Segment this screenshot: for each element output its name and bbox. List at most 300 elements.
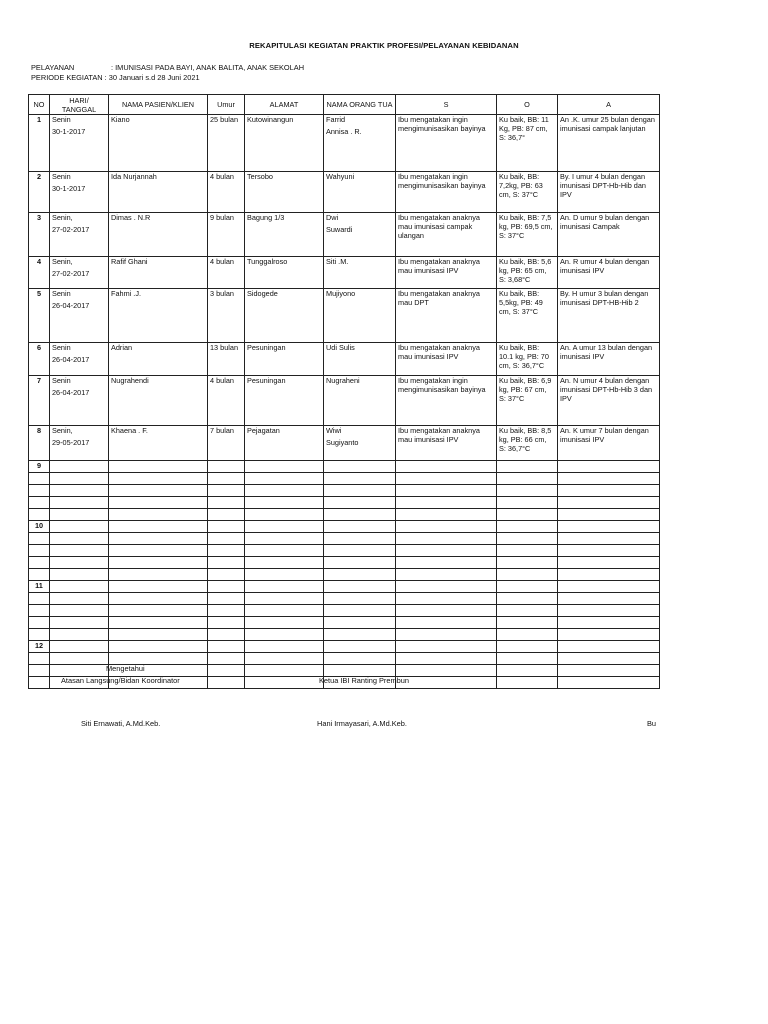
cell-age <box>208 569 245 581</box>
cell-date <box>50 557 109 569</box>
table-row <box>29 426 660 461</box>
cell-patient-name <box>109 497 208 509</box>
cell-age <box>208 557 245 569</box>
cell-no: 7 <box>29 376 50 426</box>
header-date: HARI/ TANGGAL <box>50 95 109 115</box>
cell-parent-name <box>324 629 396 641</box>
cell-parent-name <box>324 653 396 665</box>
cell-date <box>50 521 109 533</box>
cell-no <box>29 509 50 521</box>
cell-objective: Ku baik, BB: 7,5 kg, PB: 69,5 cm, S: 37°C <box>497 213 558 257</box>
header-no: NO <box>29 95 50 115</box>
cell-address <box>245 605 324 617</box>
cell-assessment: An. R umur 4 bulan dengan imunisasi IPV <box>558 257 660 289</box>
cell-parent-name <box>324 172 396 213</box>
cell-patient-name: Kiano <box>109 115 208 172</box>
cell-parent-name <box>324 593 396 605</box>
cell-parent-name <box>324 569 396 581</box>
cell-assessment: An. N umur 4 bulan dengan imunisasi DPT-Hb-Hib 3 dan IPV <box>558 376 660 426</box>
empty-row <box>29 545 660 557</box>
cell-subjective <box>396 557 497 569</box>
cell-age <box>208 593 245 605</box>
cell-subjective <box>396 545 497 557</box>
cell-address <box>245 581 324 593</box>
empty-row <box>29 605 660 617</box>
cell-assessment <box>558 497 660 509</box>
cell-patient-name <box>109 509 208 521</box>
header-address: ALAMAT <box>245 95 324 115</box>
cell-no <box>29 629 50 641</box>
cell-parent-name <box>324 473 396 485</box>
cell-address <box>245 509 324 521</box>
cell-subjective: Ibu mengatakan ingin mengimunisasikan bayinya <box>396 115 497 172</box>
cell-date <box>50 629 109 641</box>
cell-address <box>245 653 324 665</box>
cell-assessment <box>558 485 660 497</box>
date-text: 30-1-2017 <box>52 127 86 136</box>
cell-assessment <box>558 629 660 641</box>
cell-assessment <box>558 569 660 581</box>
cell-parent-name <box>324 605 396 617</box>
ibi-chair-label: Ketua IBI Ranting Prembun <box>319 676 409 685</box>
cell-subjective <box>396 605 497 617</box>
cell-address <box>245 617 324 629</box>
cell-date <box>50 426 109 461</box>
cell-age <box>208 509 245 521</box>
date-text: 27-02-2017 <box>52 269 90 278</box>
parent-name-1: Wahyuni <box>326 172 355 181</box>
cell-no: 9 <box>29 461 50 473</box>
day-text: Senin, <box>52 426 73 435</box>
cell-address <box>245 677 324 689</box>
cell-objective: Ku baik, BB: 8,5 kg, PB: 66 cm, S: 36,7°C <box>497 426 558 461</box>
cell-objective <box>497 629 558 641</box>
cell-parent-name <box>324 581 396 593</box>
cell-age <box>208 665 245 677</box>
date-text: 30-1-2017 <box>52 184 86 193</box>
cell-address: Pejagatan <box>245 426 324 461</box>
cell-assessment <box>558 545 660 557</box>
cell-date <box>50 617 109 629</box>
header-subjective: S <box>396 95 497 115</box>
cell-subjective <box>396 593 497 605</box>
cell-objective <box>497 677 558 689</box>
cell-no <box>29 617 50 629</box>
cell-age <box>208 461 245 473</box>
empty-row <box>29 641 660 653</box>
cell-no <box>29 485 50 497</box>
cell-address <box>245 545 324 557</box>
day-text: Senin <box>52 115 71 124</box>
cell-date <box>50 569 109 581</box>
empty-row <box>29 653 660 665</box>
cell-age <box>208 497 245 509</box>
cell-parent-name <box>324 257 396 289</box>
cell-objective <box>497 521 558 533</box>
cell-age: 9 bulan <box>208 213 245 257</box>
cell-date <box>50 485 109 497</box>
day-text: Senin <box>52 172 71 181</box>
cell-parent-name <box>324 343 396 376</box>
cell-objective <box>497 545 558 557</box>
parent-name-2: Annisa . R. <box>326 127 362 136</box>
cell-subjective <box>396 569 497 581</box>
cell-address <box>245 629 324 641</box>
parent-name-1: Wiwi <box>326 426 342 435</box>
cell-subjective: Ibu mengatakan anaknya mau imunisasi IPV <box>396 343 497 376</box>
cell-assessment <box>558 509 660 521</box>
header-objective: O <box>497 95 558 115</box>
cell-address: Pesuningan <box>245 343 324 376</box>
cell-assessment <box>558 605 660 617</box>
empty-row <box>29 497 660 509</box>
cell-assessment <box>558 677 660 689</box>
cell-patient-name: Dimas . N.R <box>109 213 208 257</box>
cell-assessment: An. D umur 9 bulan dengan imunisasi Campak <box>558 213 660 257</box>
empty-row <box>29 629 660 641</box>
cell-assessment <box>558 557 660 569</box>
cell-subjective <box>396 497 497 509</box>
cell-no <box>29 593 50 605</box>
empty-row <box>29 617 660 629</box>
cell-patient-name: Fahmi .J. <box>109 289 208 343</box>
cell-date <box>50 289 109 343</box>
cell-objective: Ku baik, BB: 10.1 kg, PB: 70 cm, S: 36,7°C <box>497 343 558 376</box>
cell-age <box>208 617 245 629</box>
cell-age <box>208 605 245 617</box>
cell-date <box>50 461 109 473</box>
cell-no <box>29 473 50 485</box>
cell-no <box>29 497 50 509</box>
cell-parent-name <box>324 509 396 521</box>
empty-row <box>29 533 660 545</box>
table-row <box>29 376 660 426</box>
cell-objective <box>497 653 558 665</box>
cell-patient-name <box>109 605 208 617</box>
cell-address: Kutowinangun <box>245 115 324 172</box>
cell-objective <box>497 581 558 593</box>
header-patient-name: NAMA PASIEN/KLIEN <box>109 95 208 115</box>
day-text: Senin, <box>52 213 73 222</box>
cell-objective: Ku baik, BB: 5,6 kg, PB: 65 cm, S: 3,68°C <box>497 257 558 289</box>
cell-date <box>50 257 109 289</box>
day-text: Senin <box>52 343 71 352</box>
cell-parent-name <box>324 497 396 509</box>
parent-name-1: Dwi <box>326 213 339 222</box>
cell-assessment <box>558 533 660 545</box>
cell-date <box>50 115 109 172</box>
cell-date <box>50 545 109 557</box>
cell-age <box>208 629 245 641</box>
cell-date <box>50 376 109 426</box>
cell-age <box>208 473 245 485</box>
cell-parent-name <box>324 641 396 653</box>
cell-address <box>245 557 324 569</box>
cell-date <box>50 172 109 213</box>
cell-age: 25 bulan <box>208 115 245 172</box>
cell-address: Tunggalroso <box>245 257 324 289</box>
cell-assessment <box>558 617 660 629</box>
supervisor-label: Atasan Langsung/Bidan Koordinator <box>61 676 180 685</box>
service-line <box>31 63 304 72</box>
cell-age <box>208 485 245 497</box>
cell-objective <box>497 557 558 569</box>
cell-no: 10 <box>29 521 50 533</box>
cell-objective <box>497 605 558 617</box>
cell-objective <box>497 593 558 605</box>
cell-parent-name <box>324 521 396 533</box>
document-title: REKAPITULASI KEGIATAN PRAKTIK PROFESI/PELAYANAN KEBIDANAN <box>249 41 519 50</box>
cell-address <box>245 665 324 677</box>
cell-assessment <box>558 473 660 485</box>
cell-no: 4 <box>29 257 50 289</box>
parent-name-1: Mujiyono <box>326 289 356 298</box>
cell-parent-name <box>324 665 396 677</box>
cell-parent-name <box>324 289 396 343</box>
cell-assessment <box>558 461 660 473</box>
cell-address <box>245 593 324 605</box>
service-label: PELAYANAN <box>31 63 75 72</box>
cell-address <box>245 533 324 545</box>
cell-date <box>50 473 109 485</box>
cell-address: Tersobo <box>245 172 324 213</box>
cell-patient-name <box>109 473 208 485</box>
cell-no: 6 <box>29 343 50 376</box>
signature-chair: Hani Irmayasari, A.Md.Keb. <box>317 719 407 728</box>
cell-patient-name <box>109 461 208 473</box>
cell-no: 12 <box>29 641 50 653</box>
cell-address <box>245 473 324 485</box>
cell-patient-name <box>109 521 208 533</box>
date-text: 26-04-2017 <box>52 388 90 397</box>
cell-patient-name <box>109 569 208 581</box>
cell-subjective <box>396 509 497 521</box>
cell-subjective <box>396 617 497 629</box>
date-text: 26-04-2017 <box>52 301 90 310</box>
cell-objective <box>497 461 558 473</box>
date-text: 29-05-2017 <box>52 438 90 447</box>
cell-date <box>50 497 109 509</box>
empty-row <box>29 569 660 581</box>
cell-patient-name: Ida Nurjannah <box>109 172 208 213</box>
cell-objective: Ku baik, BB: 6,9 kg, PB: 67 cm, S: 37°C <box>497 376 558 426</box>
parent-name-2: Sugiyanto <box>326 438 359 447</box>
cell-parent-name <box>324 115 396 172</box>
cell-parent-name <box>324 533 396 545</box>
cell-no: 5 <box>29 289 50 343</box>
period-line: PERIODE KEGIATAN : 30 Januari s.d 28 Juni 2021 <box>31 73 200 82</box>
cell-age: 3 bulan <box>208 289 245 343</box>
table-row <box>29 343 660 376</box>
cell-address: Sidogede <box>245 289 324 343</box>
cell-address: Pesuningan <box>245 376 324 426</box>
cell-subjective: Ibu mengatakan anaknya mau imunisasi IPV <box>396 426 497 461</box>
cell-age: 4 bulan <box>208 376 245 426</box>
cell-assessment: An. A umur 13 bulan dengan imunisasi IPV <box>558 343 660 376</box>
empty-row <box>29 461 660 473</box>
cell-age <box>208 677 245 689</box>
date-text: 27-02-2017 <box>52 225 90 234</box>
cell-assessment <box>558 581 660 593</box>
cell-patient-name <box>109 533 208 545</box>
cell-subjective <box>396 665 497 677</box>
cell-subjective <box>396 521 497 533</box>
cell-age <box>208 641 245 653</box>
table-row <box>29 213 660 257</box>
cell-patient-name: Rafif Ghani <box>109 257 208 289</box>
cell-date <box>50 593 109 605</box>
cell-age: 13 bulan <box>208 343 245 376</box>
cell-patient-name <box>109 557 208 569</box>
parent-name-2: Suwardi <box>326 225 353 234</box>
cell-no <box>29 533 50 545</box>
cell-address <box>245 569 324 581</box>
cell-patient-name <box>109 629 208 641</box>
cell-subjective: Ibu mengatakan anaknya mau imunisasi IPV <box>396 257 497 289</box>
cell-address: Bagung 1/3 <box>245 213 324 257</box>
cell-no <box>29 665 50 677</box>
cell-age <box>208 533 245 545</box>
cell-parent-name <box>324 557 396 569</box>
header-assessment: A <box>558 95 660 115</box>
cell-date <box>50 641 109 653</box>
cell-assessment <box>558 641 660 653</box>
cell-patient-name: Adrian <box>109 343 208 376</box>
empty-row <box>29 509 660 521</box>
cell-age <box>208 653 245 665</box>
cell-parent-name <box>324 461 396 473</box>
cell-objective <box>497 473 558 485</box>
cell-assessment: An. K umur 7 bulan dengan imunisasi IPV <box>558 426 660 461</box>
cell-subjective <box>396 533 497 545</box>
cell-subjective <box>396 677 497 689</box>
table-row <box>29 289 660 343</box>
cell-objective: Ku baik, BB: 5,5kg, PB: 49 cm, S: 37°C <box>497 289 558 343</box>
cell-objective <box>497 665 558 677</box>
cell-patient-name <box>109 653 208 665</box>
cell-objective <box>497 533 558 545</box>
parent-name-1: Farrid <box>326 115 346 124</box>
cell-parent-name <box>324 617 396 629</box>
cell-subjective: Ibu mengatakan anaknya mau DPT <box>396 289 497 343</box>
empty-row <box>29 485 660 497</box>
empty-row <box>29 521 660 533</box>
acknowledged-label: Mengetahui <box>106 664 145 673</box>
cell-objective <box>497 617 558 629</box>
table-row <box>29 115 660 172</box>
cell-no <box>29 605 50 617</box>
cell-subjective <box>396 629 497 641</box>
cell-subjective: Ibu mengatakan ingin mengimunisasikan bayinya <box>396 172 497 213</box>
cell-subjective: Ibu mengatakan ingin mengimunisasikan bayinya <box>396 376 497 426</box>
parent-name-1: Udi Sulis <box>326 343 355 352</box>
cell-subjective <box>396 461 497 473</box>
cell-patient-name <box>109 617 208 629</box>
cell-age: 4 bulan <box>208 257 245 289</box>
cell-address <box>245 485 324 497</box>
cell-subjective <box>396 473 497 485</box>
day-text: Senin, <box>52 257 73 266</box>
cell-assessment: An .K. umur 25 bulan dengan imunisasi campak lanjutan <box>558 115 660 172</box>
cell-no: 3 <box>29 213 50 257</box>
cell-no <box>29 545 50 557</box>
header-age: Umur <box>208 95 245 115</box>
cell-address <box>245 641 324 653</box>
empty-row <box>29 557 660 569</box>
cell-date <box>50 605 109 617</box>
signature-third: Bu <box>647 719 657 728</box>
cell-patient-name <box>109 641 208 653</box>
cell-address <box>245 461 324 473</box>
cell-subjective <box>396 485 497 497</box>
cell-assessment <box>558 593 660 605</box>
cell-address <box>245 497 324 509</box>
cell-age <box>208 521 245 533</box>
cell-age <box>208 581 245 593</box>
cell-no <box>29 653 50 665</box>
cell-no <box>29 569 50 581</box>
cell-date <box>50 213 109 257</box>
cell-objective <box>497 497 558 509</box>
cell-parent-name <box>324 485 396 497</box>
day-text: Senin <box>52 289 71 298</box>
cell-objective <box>497 641 558 653</box>
cell-age: 4 bulan <box>208 172 245 213</box>
cell-assessment <box>558 521 660 533</box>
cell-assessment: By. H umur 3 bulan dengan imunisasi DPT-HB-Hib 2 <box>558 289 660 343</box>
cell-subjective <box>396 641 497 653</box>
cell-no: 2 <box>29 172 50 213</box>
cell-date <box>50 533 109 545</box>
cell-parent-name <box>324 426 396 461</box>
cell-age <box>208 545 245 557</box>
empty-row <box>29 473 660 485</box>
cell-objective <box>497 485 558 497</box>
cell-no: 11 <box>29 581 50 593</box>
cell-objective: Ku baik, BB: 11 Kg, PB: 87 cm, S: 36,7° <box>497 115 558 172</box>
empty-row <box>29 581 660 593</box>
cell-objective <box>497 509 558 521</box>
cell-date <box>50 509 109 521</box>
cell-no <box>29 557 50 569</box>
cell-patient-name <box>109 593 208 605</box>
signature-supervisor: Siti Ernawati, A.Md.Keb. <box>81 719 161 728</box>
cell-parent-name <box>324 213 396 257</box>
cell-patient-name <box>109 581 208 593</box>
cell-parent-name <box>324 545 396 557</box>
header-parent-name: NAMA ORANG TUA <box>324 95 396 115</box>
parent-name-1: Nugraheni <box>326 376 360 385</box>
recap-table <box>28 94 660 689</box>
cell-assessment <box>558 653 660 665</box>
cell-no: 8 <box>29 426 50 461</box>
cell-patient-name: Nugrahendi <box>109 376 208 426</box>
cell-parent-name <box>324 376 396 426</box>
cell-no <box>29 677 50 689</box>
cell-date <box>50 665 109 677</box>
cell-assessment <box>558 665 660 677</box>
cell-subjective: Ibu mengatakan anaknya mau imunisasi campak ulangan <box>396 213 497 257</box>
day-text: Senin <box>52 376 71 385</box>
cell-patient-name: Khaena . F. <box>109 426 208 461</box>
table-row <box>29 257 660 289</box>
cell-objective <box>497 569 558 581</box>
date-text: 26-04-2017 <box>52 355 90 364</box>
cell-objective: Ku baik, BB: 7,2kg, PB: 63 cm, S: 37°C <box>497 172 558 213</box>
cell-date <box>50 653 109 665</box>
cell-subjective <box>396 653 497 665</box>
empty-row <box>29 593 660 605</box>
